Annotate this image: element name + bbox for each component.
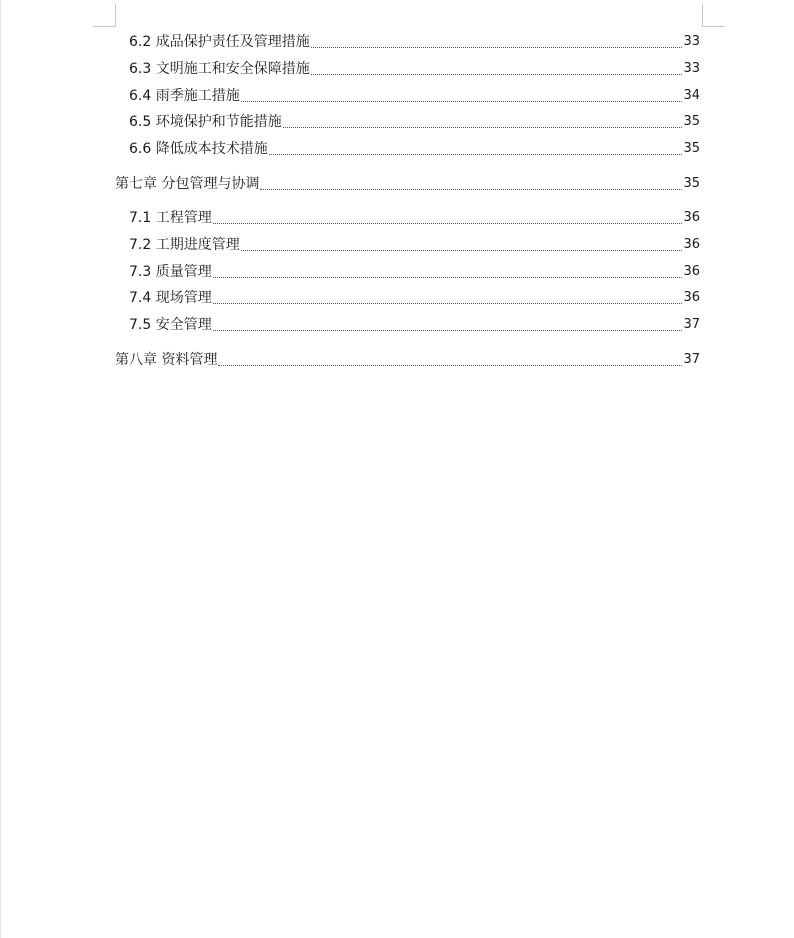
toc-entry[interactable] bbox=[129, 59, 700, 79]
toc-entry-title: 7.4 现场管理 bbox=[129, 290, 212, 306]
toc-entry-title: 6.5 环境保护和节能措施 bbox=[129, 114, 282, 130]
toc-leader-dots bbox=[218, 364, 682, 366]
toc-entry-page: 35 bbox=[683, 114, 700, 129]
toc-entry-title: 7.2 工期进度管理 bbox=[129, 237, 240, 253]
toc-entry[interactable] bbox=[129, 32, 700, 52]
toc-entry-title: 6.4 雨季施工措施 bbox=[129, 88, 240, 104]
toc-entry-page: 35 bbox=[683, 176, 700, 191]
margin-corner-mark-top-left bbox=[93, 4, 116, 27]
toc-entry[interactable] bbox=[129, 139, 700, 159]
toc-leader-dots bbox=[311, 46, 683, 48]
toc-leader-dots bbox=[213, 276, 683, 278]
toc-entry[interactable] bbox=[129, 235, 700, 255]
toc-leader-dots bbox=[241, 100, 683, 102]
toc-entry-page: 36 bbox=[683, 210, 700, 225]
margin-corner-mark-top-right bbox=[702, 4, 725, 27]
toc-entry-page: 33 bbox=[683, 34, 700, 49]
toc-entry-title: 第八章 资料管理 bbox=[115, 352, 218, 368]
toc-leader-dots bbox=[260, 188, 682, 190]
toc-leader-dots bbox=[213, 329, 683, 331]
toc-entry-title: 7.1 工程管理 bbox=[129, 210, 212, 226]
toc-entry-title: 6.6 降低成本技术措施 bbox=[129, 141, 268, 157]
toc-entry-page: 33 bbox=[683, 61, 700, 76]
toc-chapter-entry[interactable] bbox=[115, 174, 700, 194]
toc-entry-page: 36 bbox=[683, 237, 700, 252]
toc-entry[interactable] bbox=[129, 86, 700, 106]
toc-leader-dots bbox=[213, 222, 683, 224]
toc-chapter-entry[interactable] bbox=[115, 350, 700, 370]
toc-entry-title: 7.3 质量管理 bbox=[129, 264, 212, 280]
toc-entry-page: 36 bbox=[683, 290, 700, 305]
toc-entry-page: 35 bbox=[683, 141, 700, 156]
toc-entry-page: 37 bbox=[683, 317, 700, 332]
toc-entry[interactable] bbox=[129, 315, 700, 335]
toc-leader-dots bbox=[269, 153, 683, 155]
toc-entry-page: 34 bbox=[683, 88, 700, 103]
toc-entry[interactable] bbox=[129, 208, 700, 228]
toc-entry-title: 7.5 安全管理 bbox=[129, 317, 212, 333]
toc-entry-title: 6.3 文明施工和安全保障措施 bbox=[129, 61, 310, 77]
toc-entry[interactable] bbox=[129, 112, 700, 132]
toc-leader-dots bbox=[213, 302, 683, 304]
toc-entry-title: 6.2 成品保护责任及管理措施 bbox=[129, 34, 310, 50]
toc-leader-dots bbox=[283, 126, 683, 128]
toc-entry[interactable] bbox=[129, 288, 700, 308]
toc-leader-dots bbox=[311, 73, 683, 75]
toc-entry[interactable] bbox=[129, 262, 700, 282]
toc-entry-page: 37 bbox=[683, 352, 700, 367]
toc-entry-title: 第七章 分包管理与协调 bbox=[115, 176, 260, 192]
toc-leader-dots bbox=[241, 249, 683, 251]
toc-entry-page: 36 bbox=[683, 264, 700, 279]
